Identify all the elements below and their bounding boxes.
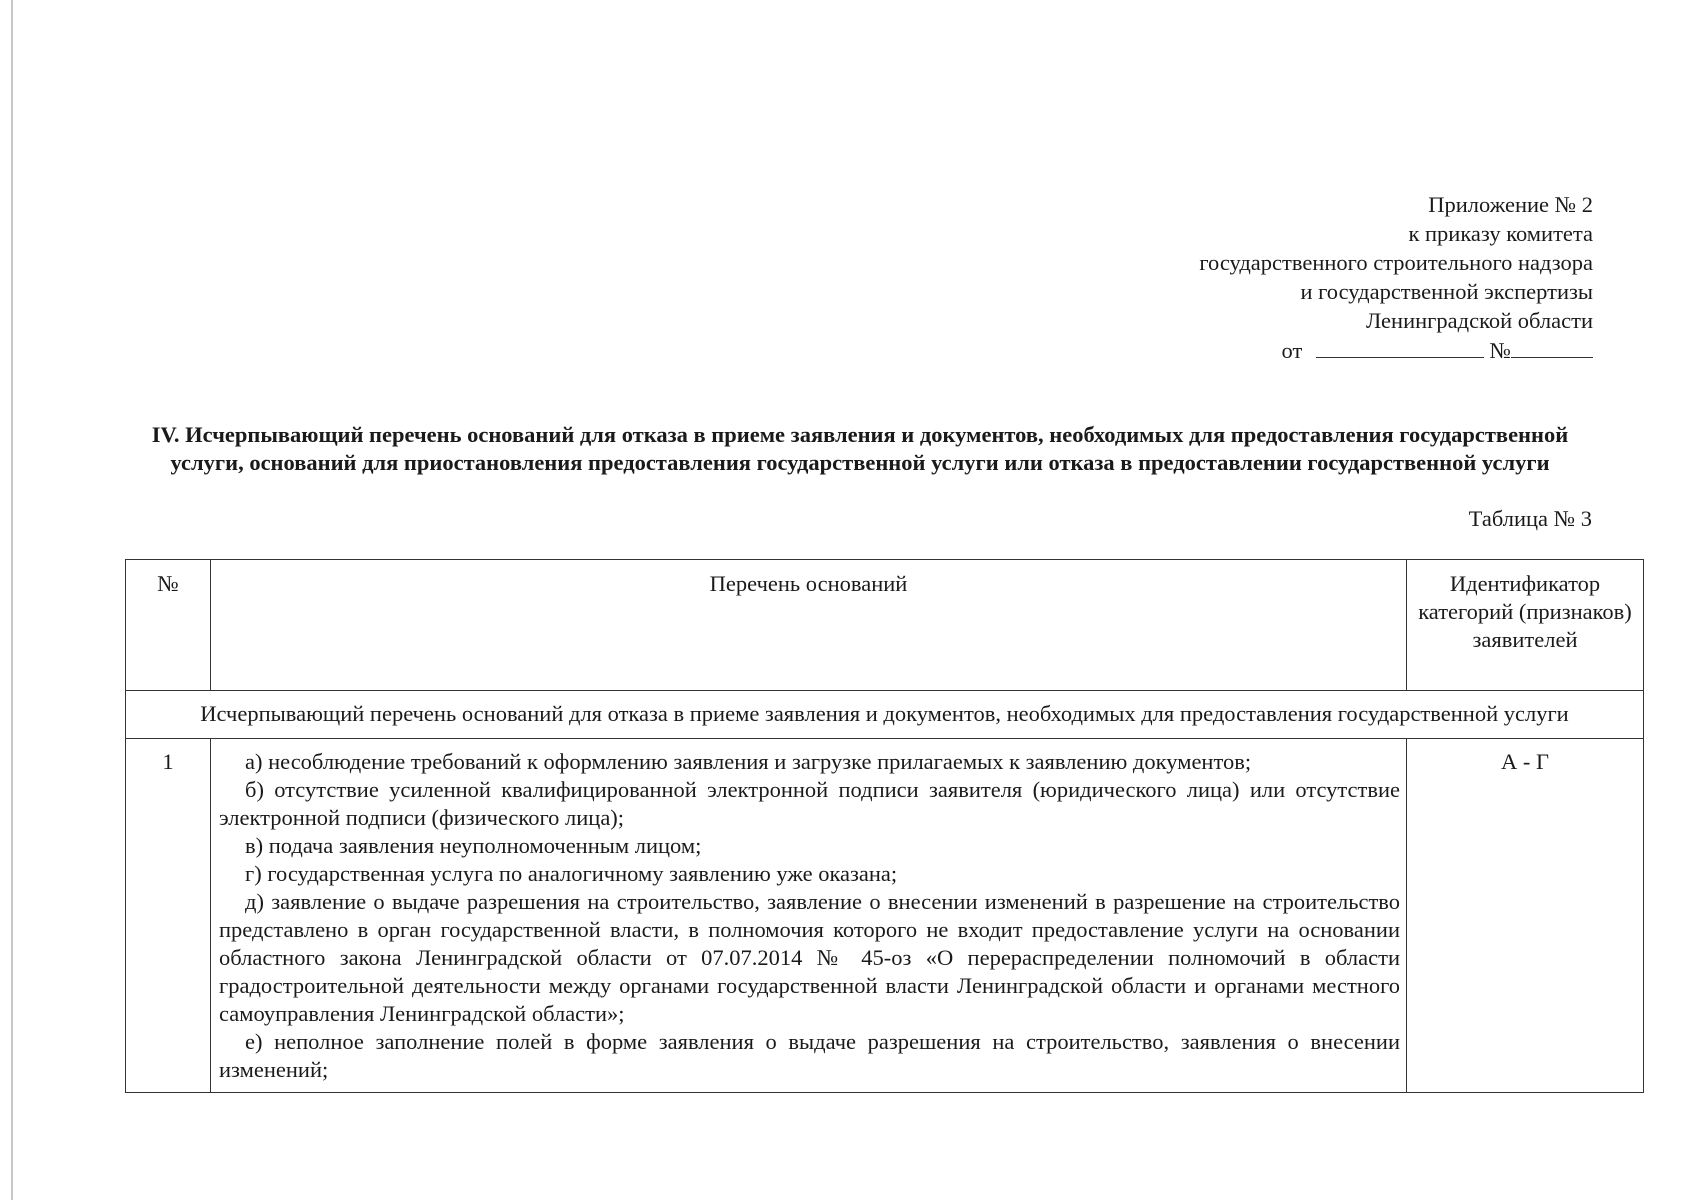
list-item: г) государственная услуга по аналогичному заявлению уже оказана; — [245, 861, 898, 886]
number-label: № — [1489, 338, 1511, 363]
row-content — [211, 739, 1407, 1093]
list-item: е) неполное заполнение полей в форме заявления о выдаче разрешения на строительство, заявления о внесении изменений; — [219, 1029, 1400, 1082]
list-item: д) заявление о выдаче разрешения на строительство, заявление о внесении изменений в разрешение на строительство представлено в орган государственной власти, в полномочия которого не входит предоставление услуги на основании областного закона Ленинградской области от 07.07.2014 № 45-оз «О перераспределении полномочий в области градостроительной деятельности между органами государственной власти Ленинградской области и органами местного самоуправления Ленинградской области»; — [219, 889, 1400, 1026]
appendix-line: к приказу комитета — [1408, 221, 1593, 246]
appendix-date-number-line — [1199, 335, 1593, 365]
list-item: б) отсутствие усиленной квалифицированной электронной подписи заявителя (юридического лица) или отсутствие электронной подписи (физического лица); — [219, 777, 1400, 830]
appendix-block — [1199, 190, 1593, 365]
appendix-line: Приложение № 2 — [1428, 192, 1593, 217]
appendix-line: Ленинградской области — [1365, 308, 1593, 333]
from-label: от — [1281, 338, 1303, 363]
table-row — [126, 739, 1644, 1093]
header-number: № — [126, 560, 211, 691]
appendix-line: и государственной экспертизы — [1300, 279, 1593, 304]
group-title: Исчерпывающий перечень оснований для отказа в приеме заявления и документов, необходимых для предоставления государственной услуги — [126, 691, 1644, 739]
table-header-row — [126, 560, 1644, 691]
header-list: Перечень оснований — [211, 560, 1407, 691]
header-identifier: Идентификатор категорий (признаков) заявителей — [1407, 560, 1644, 691]
list-item: в) подача заявления неуполномоченным лицом; — [245, 833, 702, 858]
row-identifier: А - Г — [1407, 739, 1644, 1093]
scan-edge — [11, 0, 13, 1200]
table-label: Таблица № 3 — [1468, 506, 1592, 531]
section-title: IV. Исчерпывающий перечень оснований для отказа в приеме заявления и документов, необходимых для предоставления государственной услуги, оснований для приостановления предоставления государственной услуги или отказа в предоставлении государственной услуги — [151, 422, 1569, 475]
list-item: а) несоблюдение требований к оформлению заявления и загрузке прилагаемых к заявлению документов; — [245, 749, 1252, 774]
row-number: 1 — [126, 739, 211, 1093]
appendix-line: государственного строительного надзора — [1199, 250, 1593, 275]
grounds-table — [125, 559, 1644, 1093]
date-blank — [1316, 335, 1484, 358]
group-row — [126, 691, 1644, 739]
number-blank — [1511, 335, 1593, 358]
